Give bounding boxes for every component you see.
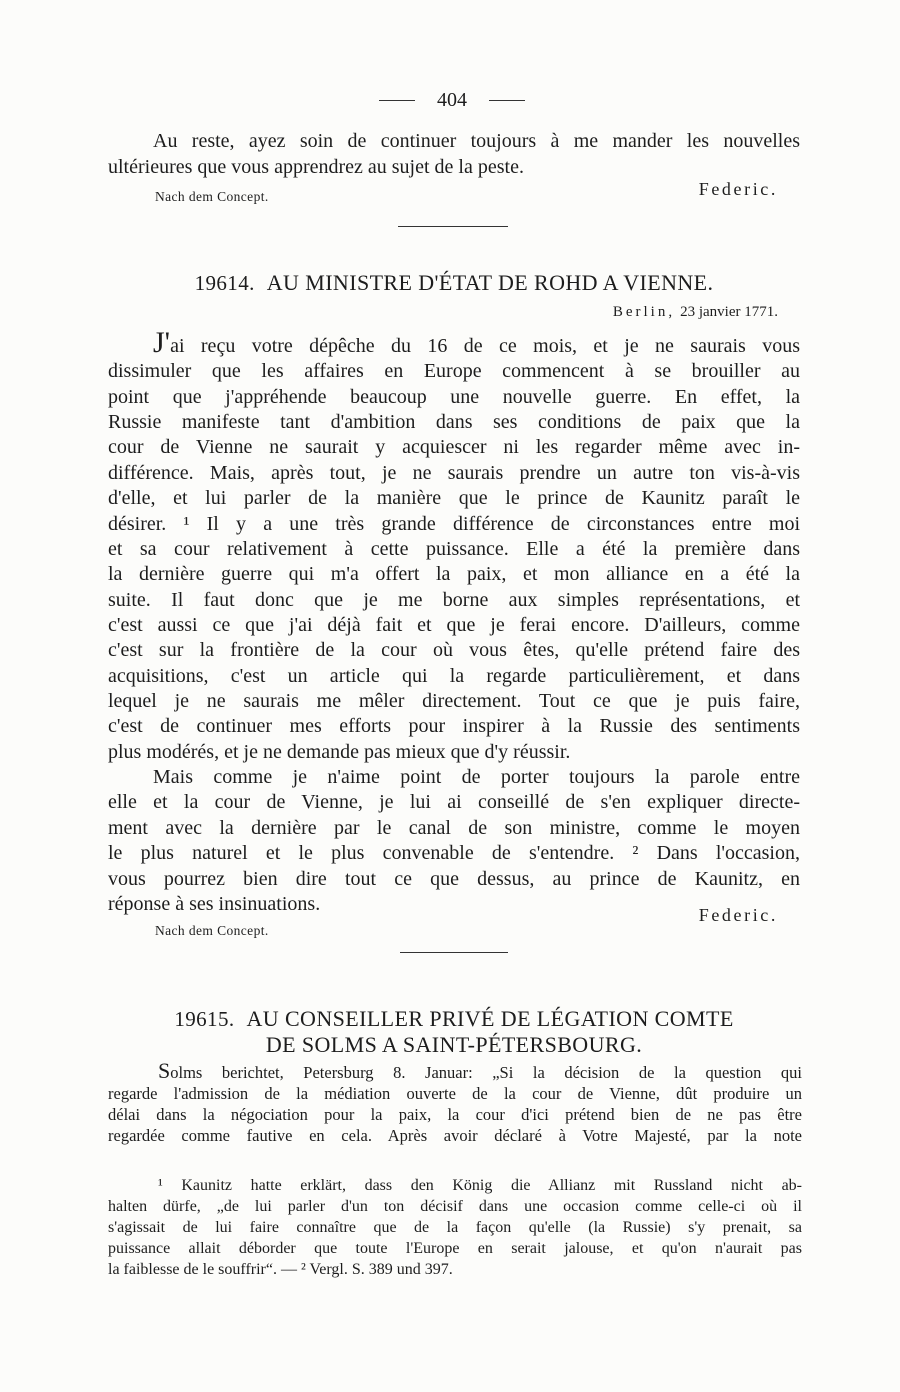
body-line: réponse à ses insinuations. <box>108 892 321 915</box>
body-line: d'elle, et lui parler de la manière que le prince de Kaunitz paraît le <box>108 487 800 510</box>
footnote-line: la faiblesse de le souffrir“. — ² Vergl. S. 389 und 397. <box>108 1261 453 1278</box>
letter-heading <box>108 1006 800 1057</box>
body-line: J'ai reçu votre dépêche du 16 de ce mois, et je ne saurais vous <box>153 326 800 359</box>
footnotes <box>108 1175 802 1280</box>
body-line: point que j'appréhende beaucoup une nouvelle guerre. En effet, la <box>108 385 800 408</box>
body-line: acquisitions, c'est un article qui la regarde particulièrement, et dans <box>108 664 800 687</box>
body-line: c'est de continuer mes efforts pour inspirer à la Russie des sentiments <box>108 715 800 738</box>
signature: Federic. <box>698 905 778 925</box>
body-line: suite. Il faut donc que je me borne aux simples représentations, et <box>108 588 800 611</box>
summary-line: regarde l'admission de la médiation ouverte de la cour de Vienne, dût produire un <box>108 1084 802 1103</box>
body-line: elle et la cour de Vienne, je lui ai conseillé de s'en expliquer directe- <box>108 791 800 814</box>
letter-recipient: AU MINISTRE D'ÉTAT DE ROHD A VIENNE. <box>266 270 714 295</box>
letter-dateline <box>613 303 778 321</box>
footnote-line: s'agissait de lui faire connaître que de la façon qu'elle (la Russie) s'y prenait, sa <box>108 1219 802 1236</box>
previous-letter-ending <box>108 128 800 180</box>
summary-line: regardée comme fautive en cela. Après avoir déclaré à Votre Majesté, par la note <box>108 1126 802 1145</box>
letter-body <box>108 326 800 917</box>
body-line: ultérieures que vous apprendrez au sujet de la peste. <box>108 156 524 178</box>
body-line: le plus naturel et le plus convenable de s'entendre. ² Dans l'occasion, <box>108 842 800 865</box>
letter-recipient: AU CONSEILLER PRIVÉ DE LÉGATION COMTE <box>246 1006 734 1031</box>
letter-heading <box>108 269 800 297</box>
letter-number: 19614. <box>194 271 255 295</box>
summary-line: Solms berichtet, Petersburg 8. Januar: „Si la décision de la question qui <box>158 1058 802 1083</box>
letter-summary <box>108 1060 802 1146</box>
body-line: différence. Mais, après tout, je ne saurais prendre un autre ton vis-à-vis <box>108 461 800 484</box>
letter-date: 23 janvier 1771. <box>680 304 778 320</box>
body-line: vous pourrez bien dire tout ce que dessus, au prince de Kaunitz, en <box>108 867 800 890</box>
section-divider <box>400 952 508 953</box>
body-line: plus modérés, et je ne demande pas mieux que d'y réussir. <box>108 740 571 763</box>
body-line: Russie manifeste tant d'ambition dans ses conditions de paix que la <box>108 411 800 434</box>
body-line: Au reste, ayez soin de continuer toujours à me mander les nouvelles <box>153 130 800 152</box>
source-note: Nach dem Concept. <box>155 189 269 204</box>
source-note: Nach dem Concept. <box>155 923 269 938</box>
letter-heading-line <box>108 1006 800 1032</box>
footnote-line: puissance allait déborder que toute l'Europe en serait jalouse, et qu'on n'aurait pas <box>108 1240 802 1257</box>
letter-recipient: DE SOLMS A SAINT-PÉTERSBOURG. <box>265 1032 643 1057</box>
footnote-line: halten dürfe, „de lui parler d'un ton décisif dans une occasion comme celle-ci où il <box>108 1198 802 1215</box>
footnote-line: ¹ Kaunitz hatte erklärt, dass den König die Allianz mit Russland nicht ab- <box>158 1177 802 1194</box>
summary-line: délai dans la négociation pour la paix, la cour d'ici prétend bien de ne pas être <box>108 1105 802 1124</box>
signature: Federic. <box>698 179 778 199</box>
folio-dash-left <box>379 100 415 101</box>
folio-dash-right <box>489 100 525 101</box>
letter-number: 19615. <box>174 1007 235 1031</box>
page-number: 404 <box>437 89 467 111</box>
section-divider <box>398 226 508 227</box>
body-line: désirer. ¹ Il y a une très grande différence de circonstances entre moi <box>108 512 800 535</box>
page-number-header <box>2 86 900 114</box>
body-line: c'est sur la frontière de la cour où vous êtes, qu'elle prétend faire des <box>108 639 800 662</box>
body-line: c'est aussi ce que j'ai déjà fait et que je ferai encore. D'ailleurs, comme <box>108 613 800 636</box>
body-line: la dernière guerre qui m'a offert la paix, et mon alliance en a été la <box>108 563 800 586</box>
body-line: cour de Vienne ne saurait y acquiescer ni les regarder même avec in- <box>108 436 800 459</box>
body-line: et sa cour relativement à cette puissance. Elle a été la première dans <box>108 537 800 560</box>
body-line: ment avec la dernière par le canal de son ministre, comme le moyen <box>108 816 800 839</box>
body-line: dissimuler que les affaires en Europe commencent à se brouiller au <box>108 360 800 383</box>
body-line: lequel je ne saurais me mêler directement. Tout ce que je puis faire, <box>108 690 800 713</box>
body-line: Mais comme je n'aime point de porter toujours la parole entre <box>153 766 800 789</box>
letter-place: Berlin, <box>612 304 676 320</box>
